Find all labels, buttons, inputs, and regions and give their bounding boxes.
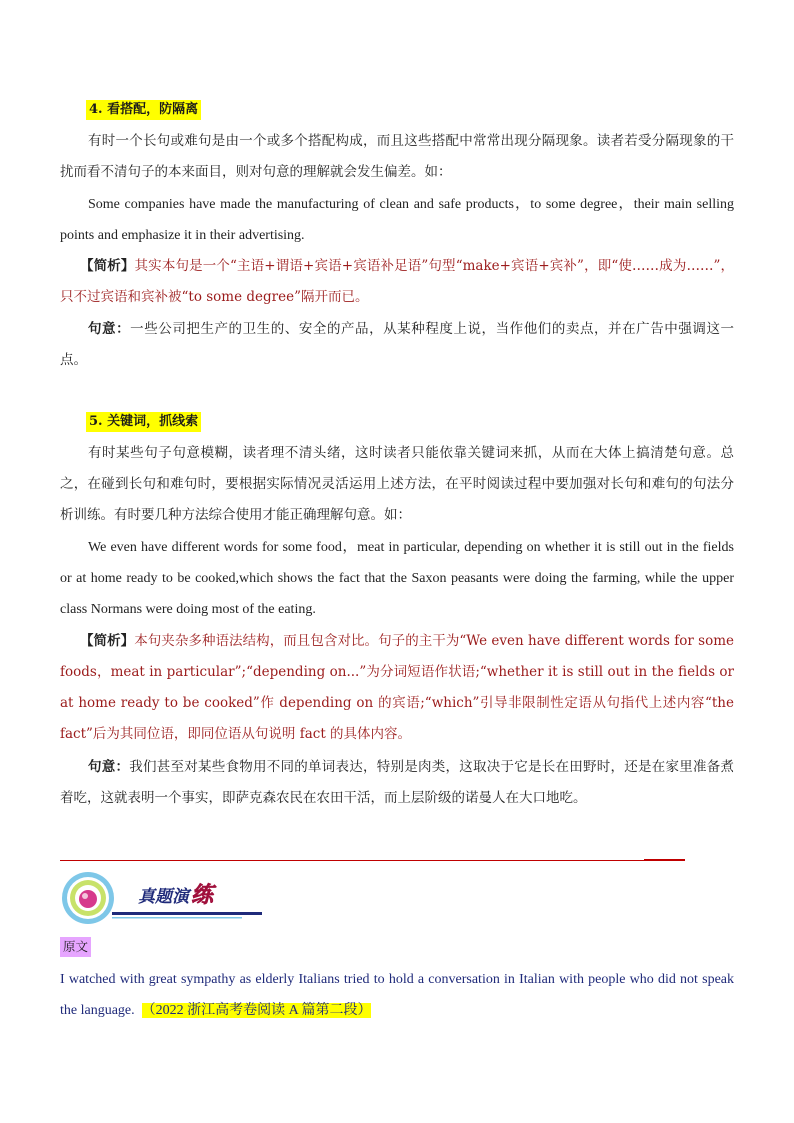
meaning-label: 句意： — [88, 321, 131, 337]
section-4-example: Some companies have made the manufacturing of clean and safe products，to some degree，their main selling points and emphasize it in their advertising. — [60, 197, 734, 243]
practice-sentence — [60, 964, 734, 1026]
practice-sentence-text: I watched with great sympathy as elderly Italians tried to hold a conversation in Italian with people who did not speak the language. — [60, 972, 734, 1018]
original-text-tag: 原文 — [60, 937, 91, 957]
analysis-text: 本句夹杂多种语法结构，而且包含对比。句子的主干为“We even have different words for some foods，meat in particular”;“depending on...”为分词短语作状语;“whether it is still out in the fields or at home ready to be cooked”作 depending on 的宾语;“which”引导非限制性定语从句指代上述内容“the fact”后为其同位语，即同位语从句说明 fact 的具体内容。 — [60, 633, 734, 742]
section-5-heading: 5. 关键词，抓线索 — [86, 412, 201, 432]
section-5-analysis — [60, 626, 734, 750]
banner-title-text: 真题演 — [138, 887, 189, 907]
section-4-meaning — [60, 314, 734, 376]
meaning-text: 我们甚至对某些食物用不同的单词表达，特别是肉类，这取决于它是长在田野时，还是在家里准备煮着吃，这就表明一个事实，即萨克森农民在农田干活，而上层阶级的诺曼人在大口地吃。 — [60, 759, 734, 806]
analysis-label: 【简析】 — [80, 258, 135, 274]
section-4-intro: 有时一个长句或难句是由一个或多个搭配构成，而且这些搭配中常常出现分隔现象。读者若受分隔现象的干扰而看不清句子的本来面目，则对句意的理解就会发生偏差。如： — [60, 133, 734, 180]
section-divider — [60, 860, 644, 861]
source-citation: （2022 浙江高考卷阅读 A 篇第二段） — [141, 1003, 372, 1018]
section-5-example: We even have different words for some food，meat in particular, depending on whether it is still out in the fields or at home ready to be cooked,which shows the fact that the Saxon peasants were doing the farming, while the upper class Normans were doing most of the eating. — [60, 540, 734, 617]
section-5-intro: 有时某些句子句意模糊，读者理不清头绪，这时读者只能依靠关键词来抓，从而在大体上搞清楚句意。总之，在碰到长句和难句时，要根据实际情况灵活运用上述方法，在平时阅读过程中要加强对长句和难句的句法分析训练。有时要几种方法综合使用才能正确理解句意。如： — [60, 445, 734, 523]
practice-banner-title — [138, 878, 213, 912]
banner-accent-text: 练 — [191, 882, 214, 908]
section-4-analysis — [60, 251, 734, 313]
meaning-text: 一些公司把生产的卫生的、安全的产品，从某种程度上说，当作他们的卖点，并在广告中强调这一点。 — [60, 321, 735, 368]
meaning-label: 句意： — [88, 759, 130, 775]
section-divider-accent — [644, 859, 685, 861]
analysis-text: 其实本句是一个“主语+谓语+宾语+宾语补足语”句型“make+宾语+宾补”，即“使……成为……”，只不过宾语和宾补被“to some degree”隔开而已。 — [60, 258, 734, 305]
section-5-meaning — [60, 752, 734, 814]
analysis-label: 【简析】 — [80, 633, 135, 649]
section-4-heading: 4. 看搭配，防隔离 — [86, 100, 201, 120]
